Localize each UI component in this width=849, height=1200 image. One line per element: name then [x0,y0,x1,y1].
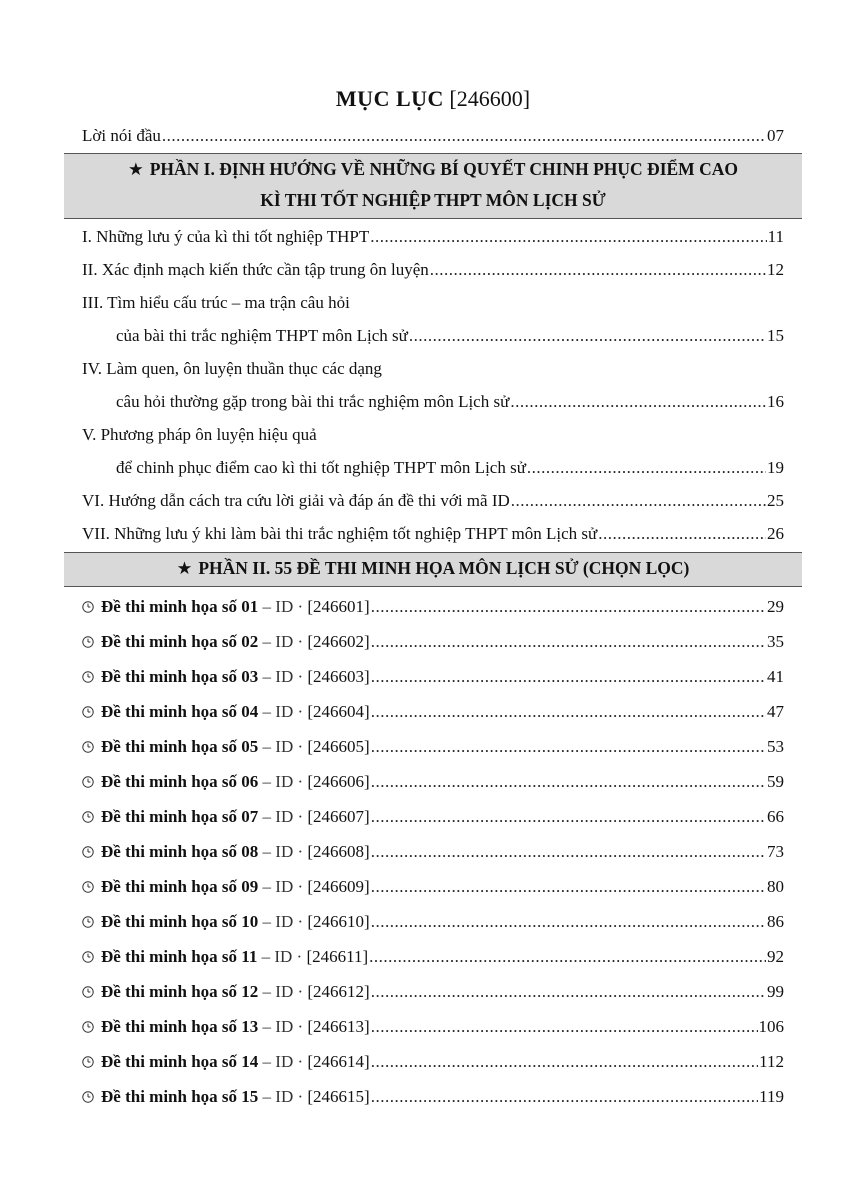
id-prefix: – ID · [262,667,304,686]
exam-entry[interactable] [82,802,784,828]
exam-prefix: Đề thi minh họa số [101,912,238,931]
dot-leader [371,1051,758,1073]
dot-leader [371,596,766,618]
exam-id: [246612] [307,982,370,1001]
exam-number: 14 [241,1052,259,1071]
exam-prefix: Đề thi minh họa số [101,597,238,616]
dot-leader [371,841,766,863]
title-text: MỤC LỤC [335,86,444,111]
exam-id: [246610] [307,912,370,931]
clock-icon [82,811,94,823]
exam-id: [246613] [307,1017,370,1036]
exam-number: 13 [241,1017,259,1036]
star-icon: ★ [176,558,193,578]
exam-entry[interactable] [82,837,784,863]
part2-heading: ★ PHẦN II. 55 ĐỀ THI MINH HỌA MÔN LỊCH SỬ (CHỌN LỌC) [64,552,802,587]
toc-entry[interactable]: I. Những lưu ý của kì thi tốt nghiệp THPT ..... 11 [82,222,784,248]
clock-icon [82,846,94,858]
exam-number: 01 [241,597,259,616]
exam-entry[interactable] [82,977,784,1003]
clock-icon [82,951,94,963]
title-id: [246600] [449,86,531,111]
dot-leader [371,701,766,723]
toc-entry[interactable]: của bài thi trắc nghiệm THPT môn Lịch sử ..... 15 [116,321,784,347]
exam-page: 119 [759,1087,784,1106]
clock-icon [82,986,94,998]
exam-entry[interactable] [82,767,784,793]
exam-entry[interactable] [82,1082,784,1108]
exam-page: 41 [767,667,784,686]
dot-leader [370,226,766,248]
exam-id: [246607] [307,807,370,826]
exam-entry[interactable] [82,942,784,968]
exam-id: [246615] [307,1087,370,1106]
dot-leader [511,490,766,512]
exam-number: 04 [241,702,259,721]
clock-icon [82,601,94,613]
exam-page: 53 [767,737,784,756]
id-prefix: – ID · [262,597,304,616]
clock-icon [82,706,94,718]
toc-entry-line1[interactable]: V. Phương pháp ôn luyện hiệu quả [82,425,317,444]
entry-label: Lời nói đầu [82,126,161,145]
exam-prefix: Đề thi minh họa số [101,1052,238,1071]
exam-entry[interactable] [82,1047,784,1073]
id-prefix: – ID · [262,842,304,861]
exam-number: 07 [241,807,259,826]
toc-entry[interactable]: VI. Hướng dẫn cách tra cứu lời giải và đáp án đề thi với mã ID ..... 25 [82,486,784,512]
exam-page: 73 [767,842,784,861]
dot-leader [430,259,766,281]
exam-page: 59 [767,772,784,791]
part1-heading: ★ PHẦN I. ĐỊNH HƯỚNG VỀ NHỮNG BÍ QUYẾT CHINH PHỤC ĐIỂM CAO KÌ THI TỐT NGHIỆP THPT MÔN LỊCH SỬ [64,153,802,219]
clock-icon [82,1056,94,1068]
dot-leader [162,125,766,147]
id-prefix: – ID · [262,877,304,896]
exam-prefix: Đề thi minh họa số [101,1017,238,1036]
exam-entry[interactable] [82,907,784,933]
exam-id: [246606] [307,772,370,791]
exam-id: [246602] [307,632,370,651]
dot-leader [371,981,766,1003]
exam-entry[interactable] [82,662,784,688]
id-prefix: – ID · [261,947,303,966]
id-prefix: – ID · [262,1087,304,1106]
id-prefix: – ID · [262,912,304,931]
exam-entry[interactable] [82,732,784,758]
dot-leader [371,631,766,653]
dot-leader [371,1086,758,1108]
exam-number: 12 [241,982,259,1001]
dot-leader [371,666,766,688]
exam-number: 09 [241,877,259,896]
exam-page: 66 [767,807,784,826]
exam-number: 08 [241,842,259,861]
star-icon: ★ [128,159,144,179]
exam-number: 06 [241,772,259,791]
id-prefix: – ID · [262,1052,304,1071]
exam-entry[interactable] [82,1012,784,1038]
id-prefix: – ID · [262,702,304,721]
exam-prefix: Đề thi minh họa số [101,702,238,721]
exam-number: 10 [241,912,259,931]
exam-number: 03 [241,667,259,686]
exam-page: 29 [767,597,784,616]
clock-icon [82,1021,94,1033]
exam-prefix: Đề thi minh họa số [101,807,238,826]
toc-entry-line1[interactable]: IV. Làm quen, ôn luyện thuần thục các dạng [82,359,382,378]
toc-entry-intro[interactable] [82,121,784,147]
dot-leader [371,736,766,758]
dot-leader [527,457,766,479]
dot-leader [371,876,766,898]
clock-icon [82,776,94,788]
toc-entry[interactable]: để chinh phục điểm cao kì thi tốt nghiệp THPT môn Lịch sử ..... 19 [116,453,784,479]
id-prefix: – ID · [262,632,304,651]
exam-id: [246611] [306,947,369,966]
dot-leader [510,391,766,413]
dot-leader [371,911,766,933]
dot-leader [371,1016,758,1038]
toc-entry[interactable]: VII. Những lưu ý khi làm bài thi trắc nghiệm tốt nghiệp THPT môn Lịch sử ..... 26 [82,519,784,545]
id-prefix: – ID · [262,737,304,756]
exam-number: 05 [241,737,259,756]
exam-id: [246609] [307,877,370,896]
dot-leader [371,771,766,793]
exam-number: 11 [241,947,258,966]
dot-leader [409,325,766,347]
dot-leader [598,523,766,545]
exam-prefix: Đề thi minh họa số [101,982,238,1001]
entry-page: 07 [767,126,784,145]
exam-entry[interactable] [82,697,784,723]
exam-page: 80 [767,877,784,896]
exam-entry[interactable] [82,627,784,653]
clock-icon [82,1091,94,1103]
exam-id: [246605] [307,737,370,756]
exam-number: 15 [241,1087,259,1106]
id-prefix: – ID · [262,1017,304,1036]
clock-icon [82,636,94,648]
exam-prefix: Đề thi minh họa số [101,772,238,791]
clock-icon [82,741,94,753]
exam-prefix: Đề thi minh họa số [101,877,238,896]
id-prefix: – ID · [262,982,304,1001]
exam-prefix: Đề thi minh họa số [101,667,238,686]
exam-page: 106 [758,1017,784,1036]
toc-entry-line1[interactable]: III. Tìm hiểu cấu trúc – ma trận câu hỏi [82,293,350,312]
clock-icon [82,671,94,683]
page-title [82,84,784,114]
exam-id: [246614] [307,1052,370,1071]
id-prefix: – ID · [262,772,304,791]
exam-page: 86 [767,912,784,931]
exam-prefix: Đề thi minh họa số [101,842,238,861]
clock-icon [82,916,94,928]
toc-entry[interactable]: câu hỏi thường gặp trong bài thi trắc nghiệm môn Lịch sử ..... 16 [116,387,784,413]
toc-entry[interactable]: II. Xác định mạch kiến thức cần tập trung ôn luyện ..... 12 [82,255,784,281]
exam-prefix: Đề thi minh họa số [101,1087,238,1106]
exam-prefix: Đề thi minh họa số [101,632,238,651]
id-prefix: – ID · [262,807,304,826]
exam-prefix: Đề thi minh họa số [101,737,238,756]
exam-page: 35 [767,632,784,651]
exam-id: [246603] [307,667,370,686]
exam-entry[interactable] [82,592,784,618]
exam-page: 99 [767,982,784,1001]
dot-leader [371,806,766,828]
exam-id: [246604] [307,702,370,721]
exam-page: 92 [767,947,784,966]
exam-number: 02 [241,632,259,651]
exam-entry[interactable] [82,872,784,898]
clock-icon [82,881,94,893]
exam-prefix: Đề thi minh họa số [101,947,238,966]
dot-leader [369,946,766,968]
exam-id: [246601] [307,597,370,616]
exam-id: [246608] [307,842,370,861]
exam-page: 112 [759,1052,784,1071]
exam-page: 47 [767,702,784,721]
